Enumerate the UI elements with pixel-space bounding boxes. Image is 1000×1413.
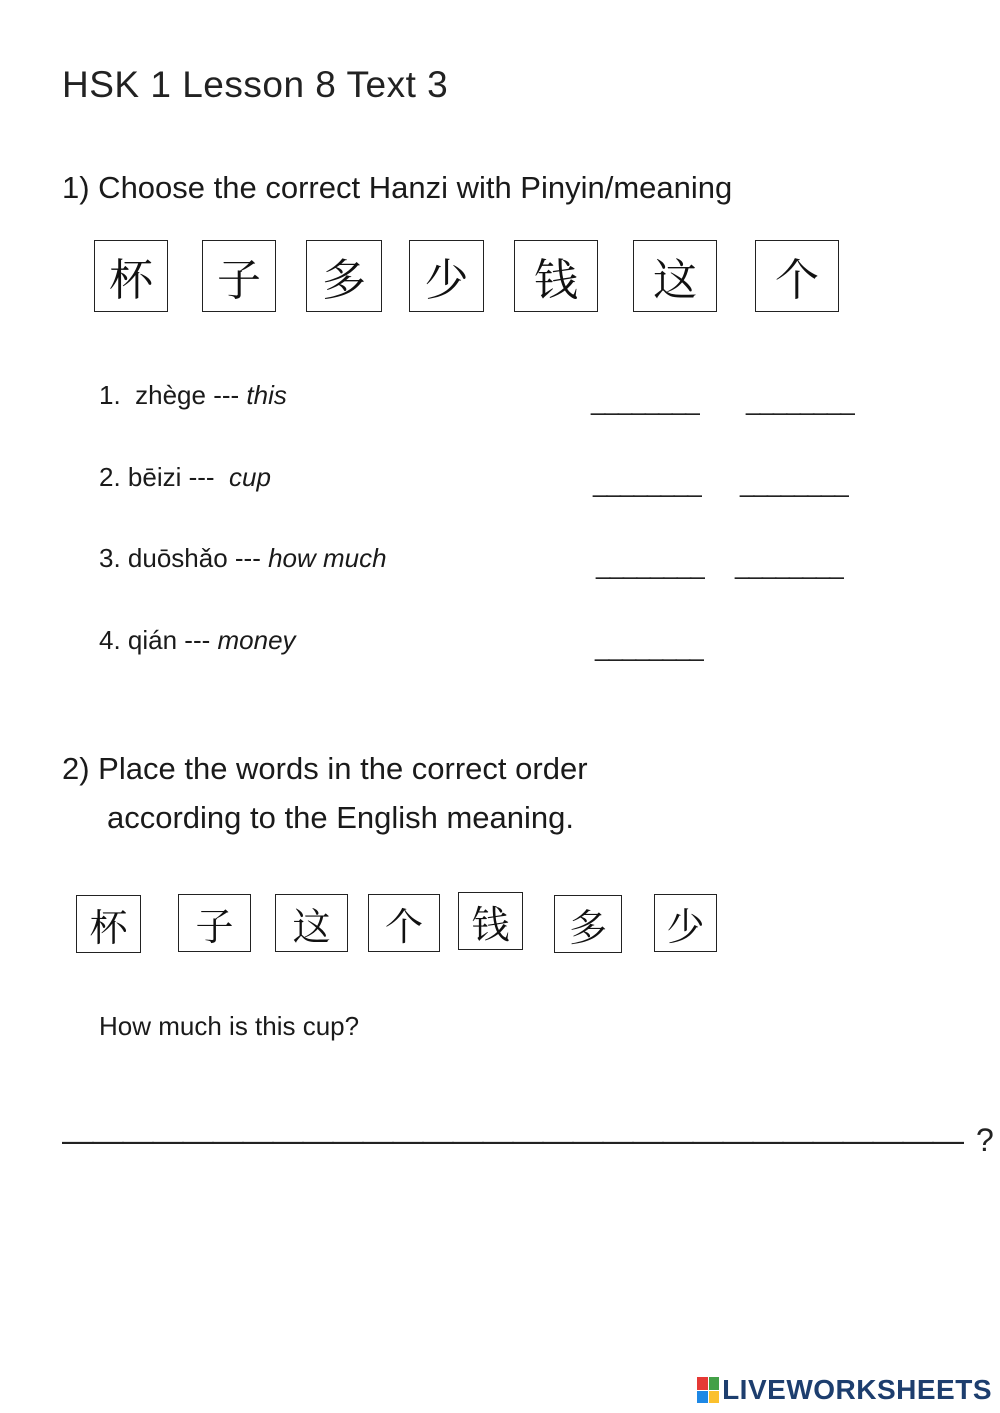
item-pinyin: 2. bēizi --- <box>99 462 230 492</box>
question-item-3 <box>99 543 387 574</box>
item-meaning: cup <box>229 462 271 492</box>
hanzi-tile[interactable]: 少 <box>409 240 484 312</box>
question-item-1 <box>99 380 287 411</box>
word-tile[interactable]: 少 <box>654 894 717 952</box>
word-tile[interactable]: 子 <box>178 894 251 952</box>
logo-text: LIVEWORKSHEETS <box>722 1374 992 1405</box>
answer-blank[interactable]: ________ <box>596 550 704 580</box>
hanzi-tile[interactable]: 这 <box>633 240 717 312</box>
word-tile[interactable]: 个 <box>368 894 440 952</box>
logo-square-blue <box>697 1391 708 1404</box>
hanzi-tile[interactable]: 多 <box>306 240 382 312</box>
hanzi-tile[interactable]: 钱 <box>514 240 598 312</box>
word-tile[interactable]: 钱 <box>458 892 523 950</box>
section2-heading-line2: according to the English meaning. <box>107 800 575 835</box>
item-meaning: how much <box>268 543 387 573</box>
section1-heading: 1) Choose the correct Hanzi with Pinyin/meaning <box>62 170 733 205</box>
item-meaning: this <box>246 380 287 410</box>
item-pinyin: 1. zhège --- <box>99 380 247 410</box>
order-prompt: How much is this cup? <box>99 1011 360 1041</box>
logo-square-green <box>709 1377 720 1390</box>
item-pinyin: 4. qián --- <box>99 625 218 655</box>
item-meaning: money <box>217 625 296 655</box>
logo-icon <box>697 1377 719 1403</box>
hanzi-tile[interactable]: 杯 <box>94 240 168 312</box>
section2-heading-line1: 2) Place the words in the correct order <box>62 751 588 786</box>
answer-underline[interactable]: —————————————————————————————— <box>62 1122 962 1158</box>
hanzi-tile[interactable]: 个 <box>755 240 839 312</box>
question-mark: ? <box>976 1122 994 1158</box>
hanzi-tile[interactable]: 子 <box>202 240 276 312</box>
answer-blank[interactable]: ________ <box>735 550 843 580</box>
question-item-2 <box>99 462 271 493</box>
answer-line[interactable] <box>62 1122 994 1159</box>
word-tile[interactable]: 这 <box>275 894 348 952</box>
liveworksheets-logo <box>697 1374 992 1406</box>
logo-square-red <box>697 1377 708 1390</box>
question-item-4 <box>99 625 296 656</box>
logo-square-yellow <box>709 1391 720 1404</box>
word-tile[interactable]: 多 <box>554 895 622 953</box>
answer-blank[interactable]: ________ <box>746 386 854 416</box>
answer-blank[interactable]: ________ <box>591 386 699 416</box>
answer-blank[interactable]: ________ <box>740 468 848 498</box>
answer-blank[interactable]: ________ <box>593 468 701 498</box>
answer-blank[interactable]: ________ <box>595 632 703 662</box>
word-tile[interactable]: 杯 <box>76 895 141 953</box>
item-pinyin: 3. duōshǎo --- <box>99 543 269 573</box>
worksheet-title: HSK 1 Lesson 8 Text 3 <box>62 64 449 105</box>
